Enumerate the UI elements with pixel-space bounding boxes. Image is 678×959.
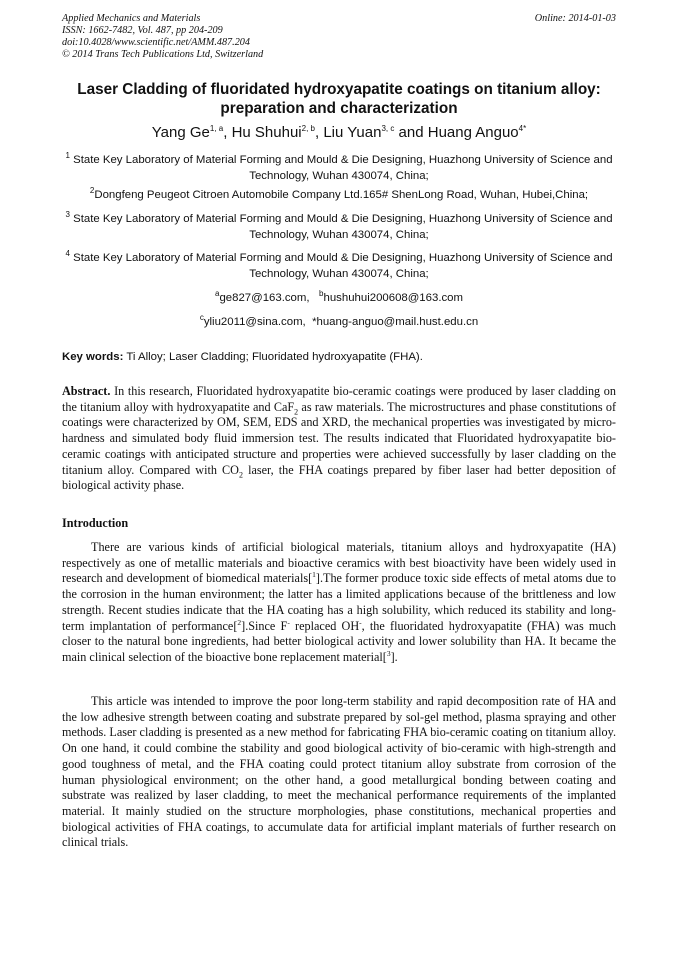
- paragraph-text: , the fluoridated hydroxyapatite (FHA) was much closer to the natural bone ingredients, had better biological activity and lower solubility than HA. It became the main clinical selection of the bioactive bone replacement material[: [62, 618, 616, 664]
- citation-ref[interactable]: 3: [386, 648, 391, 658]
- journal-header: [62, 13, 616, 61]
- keywords-text: Ti Alloy; Laser Cladding; Fluoridated hydroxyapatite (FHA).: [126, 351, 423, 363]
- abstract-text: laser, the FHA coatings prepared by fiber laser had better deposition of biological activity phase.: [62, 462, 616, 493]
- affiliation-text: State Key Laboratory of Material Forming and Mould & Die Designing, Huazhong University of Science and Technology, Wuhan 430074, China;: [73, 154, 613, 182]
- subscript: 2: [238, 469, 243, 479]
- affiliation-2: [62, 187, 616, 203]
- affiliation-number: 3: [65, 210, 70, 220]
- copyright-line: © 2014 Trans Tech Publications Ltd, Switzerland: [62, 49, 264, 60]
- author-list: [40, 124, 638, 142]
- affiliation-4: [62, 250, 616, 282]
- author-affiliation-mark: 3, c: [381, 124, 395, 133]
- affiliation-text: State Key Laboratory of Material Forming and Mould & Die Designing, Huazhong University of Science and Technology, Wuhan 430074, China;: [73, 252, 613, 280]
- email-mark: c: [199, 313, 204, 323]
- author-name: Yang Ge: [151, 124, 210, 141]
- citation-ref[interactable]: 2: [237, 617, 242, 627]
- intro-paragraph-2: This article was intended to improve the poor long-term stability and rapid decomposition rate of HA and the low adhesive strength between coating and substrate prepared by sol-gel method, plasma spraying and other methods. Laser cladding is presented as a new method for fabricating FHA bio-ceramic coating on titanium alloy. On one hand, it could combine the stability and good biological activity of bio-ceramic with high-strength and good toughness of metal, and the FHA coating could protect titanium alloy substrate from corrosion of the human physiological environment; on the other hand, a good metallurgical bonding between coating and substrate was realized by laser cladding, to meet the mechanical performance requirements of the implanted material. It mainly studied on the structure morphologies, phase constitutions, mechanical properties and biological activities of FHA coatings, to accumulate data for artificial implant materials of further research on clinical trials.: [62, 694, 616, 850]
- email-link[interactable]: yliu2011@sina.com,: [203, 316, 306, 328]
- paragraph-text: There are various kinds of artificial biological materials, titanium alloys and hydroxyapatite (HA) respectively as one of metallic materials and bioactive ceramics with best bioactivity have been widely used in research and development of biomedical materials[: [62, 540, 616, 586]
- affiliation-text: Dongfeng Peugeot Citroen Automobile Company Ltd.165# ShenLong Road, Wuhan, Hubei,China;: [94, 189, 589, 201]
- abstract-label: Abstract.: [62, 384, 111, 398]
- affiliation-1: [62, 152, 616, 184]
- affiliation-number: 1: [65, 151, 70, 161]
- online-date: Online: 2014-01-03: [534, 13, 616, 24]
- author-separator: and: [394, 124, 428, 141]
- abstract-text: as raw materials. The microstructures and phase constitutions of coatings were characterized by OM, SEM, EDS and XRD, the mechanical properties was investigated by micro-hardness and simulated body fluid immersion test. The results indicated that Fluoridated hydroxyapatite bio-ceramic coatings with anticipated structure and properties were achieved successfully by laser cladding on the titanium alloy. Compared with CO: [62, 399, 617, 477]
- email-line-2: [62, 314, 616, 330]
- author-name: Liu Yuan: [323, 124, 382, 141]
- paragraph-text: ].: [390, 649, 398, 664]
- email-link[interactable]: *huang-anguo@mail.hust.edu.cn: [312, 316, 479, 328]
- email-link[interactable]: ge827@163.com,: [219, 292, 310, 304]
- author-name: Huang Anguo: [427, 124, 519, 141]
- issn-line: ISSN: 1662-7482, Vol. 487, pp 204-209: [62, 25, 223, 36]
- paragraph-text: ].Since F: [241, 618, 288, 633]
- superscript: -: [287, 617, 290, 627]
- email-line-1: [62, 290, 616, 306]
- paragraph-text: replaced OH: [289, 618, 360, 633]
- author-name: Hu Shuhui: [231, 124, 302, 141]
- abstract: [62, 384, 616, 494]
- author-affiliation-mark: 1, a: [209, 124, 224, 133]
- author-affiliation-mark: 4*: [518, 124, 527, 133]
- intro-paragraph-1: [62, 540, 616, 666]
- affiliation-text: State Key Laboratory of Material Forming and Mould & Die Designing, Huazhong University of Science and Technology, Wuhan 430074, China;: [73, 213, 613, 241]
- keywords: [62, 349, 616, 365]
- journal-name: Applied Mechanics and Materials: [62, 13, 201, 24]
- affiliation-3: [62, 211, 616, 243]
- author-affiliation-mark: 2, b: [301, 124, 315, 133]
- citation-ref[interactable]: 1: [312, 570, 316, 580]
- superscript: -: [359, 617, 362, 627]
- affiliation-number: 4: [65, 249, 70, 259]
- keywords-label: Key words:: [62, 351, 124, 363]
- subscript: 2: [294, 407, 299, 417]
- section-heading: Introduction: [62, 516, 129, 530]
- doi-line: doi:10.4028/www.scientific.net/AMM.487.204: [62, 37, 250, 48]
- email-mark: b: [319, 289, 324, 299]
- affiliation-number: 2: [89, 186, 95, 196]
- author-separator: ,: [223, 124, 232, 141]
- paragraph-text: ].The former produce toxic side effects of metal atoms due to the corrosion in the human environment; the latter has a limited applications because of the brittleness and low strength. Recent studies indicate that the HA coating has a high solubility, which reduced its stability and long-term implantation of performance[: [62, 571, 616, 633]
- abstract-text: In this research, Fluoridated hydroxyapatite bio-ceramic coatings were produced by laser cladding on the titanium alloy with hydroxyapatite and CaF: [62, 384, 616, 414]
- paper-title: Laser Cladding of fluoridated hydroxyapatite coatings on titanium alloy: preparation and characterization: [77, 81, 601, 117]
- author-separator: ,: [314, 124, 324, 141]
- email-link[interactable]: hushuhui200608@163.com: [323, 292, 463, 304]
- email-mark: a: [215, 289, 220, 299]
